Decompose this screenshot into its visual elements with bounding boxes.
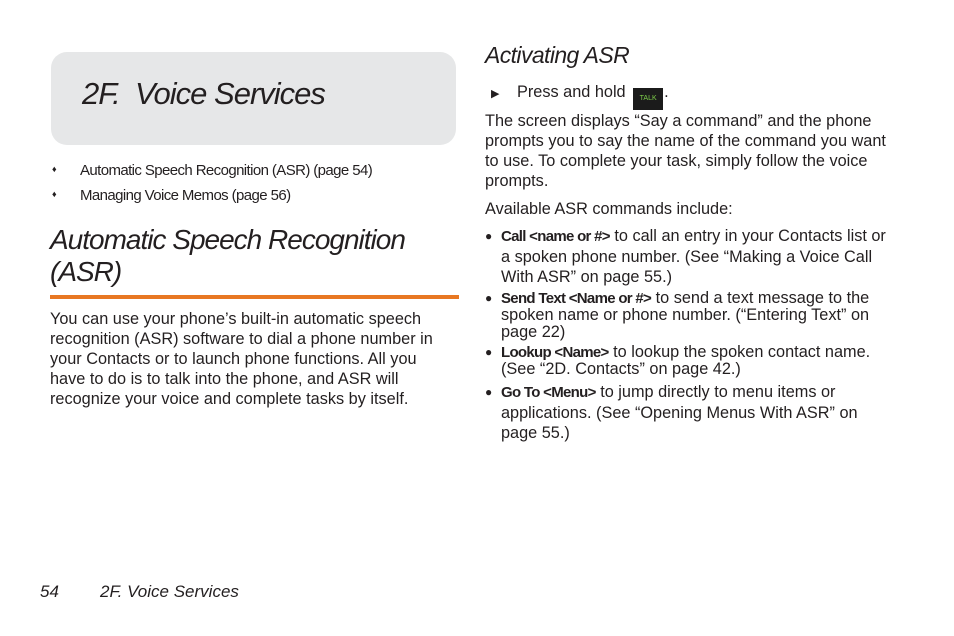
bullet-icon: ● [485,229,493,243]
section-title: Automatic Speech Recognition (ASR) [50,224,405,287]
bullet-icon: ● [485,385,493,399]
footer-chapter: 2F. Voice Services [100,582,239,601]
command-desc: to call an entry in your Contacts list or a spoken phone number. (See “Making a Voice Call With ASR” on page 55.) [501,227,886,286]
chapter-title: 2F. Voice Services [82,76,325,111]
command-desc: to lookup the spoken contact name. (See “2D. Contacts” on page 42.) [501,343,871,378]
command-item [485,226,895,290]
command-item [485,344,895,382]
command-name: Send Text <Name or #> [501,290,652,307]
bullet-icon: ● [485,345,493,359]
toc-item-label: Managing Voice Memos (page 56) [80,187,291,204]
section-body: You can use your phone’s built-in automatic speech recognition (ASR) software to dial a phone number in your Contacts or to launch phone functions. All you have to do is to talk into the phone, and ASR will recognize your voice and complete tasks by itself. [50,310,433,408]
triangle-right-icon: ▶ [491,88,500,100]
toc-item[interactable] [52,162,452,187]
diamond-icon: ♦ [52,164,56,174]
page-number: 54 [40,582,59,601]
chapter-toc [52,162,452,212]
command-desc: to send a text message to the spoken name or phone number. (“Entering Text” on page 22) [501,289,870,341]
step-instruction [491,82,669,110]
toc-item[interactable] [52,187,452,212]
command-name: Lookup <Name> [501,344,609,361]
bullet-icon: ● [485,291,493,305]
step-text: Press and hold [517,83,626,101]
command-desc: to jump directly to menu items or applications. (See “Opening Menus With ASR” on page 55.) [501,383,858,442]
toc-item-label: Automatic Speech Recognition (ASR) (page 54) [80,162,373,179]
step-end: . [664,83,669,101]
subsection-title: Activating ASR [485,42,630,68]
command-name: Call <name or #> [501,228,610,245]
command-item [485,382,895,443]
diamond-icon: ♦ [52,189,56,199]
talk-key-icon: TALK [633,88,663,110]
command-list [485,226,895,443]
chapter-header-box [51,52,456,145]
screen-description: The screen displays “Say a command” and the phone prompts you to say the name of the command you want to use. To complete your task, simply follow the voice prompts. [485,112,886,190]
command-item [485,290,895,344]
available-commands-label: Available ASR commands include: [485,200,733,218]
section-divider [50,295,459,299]
command-name: Go To <Menu> [501,384,596,401]
